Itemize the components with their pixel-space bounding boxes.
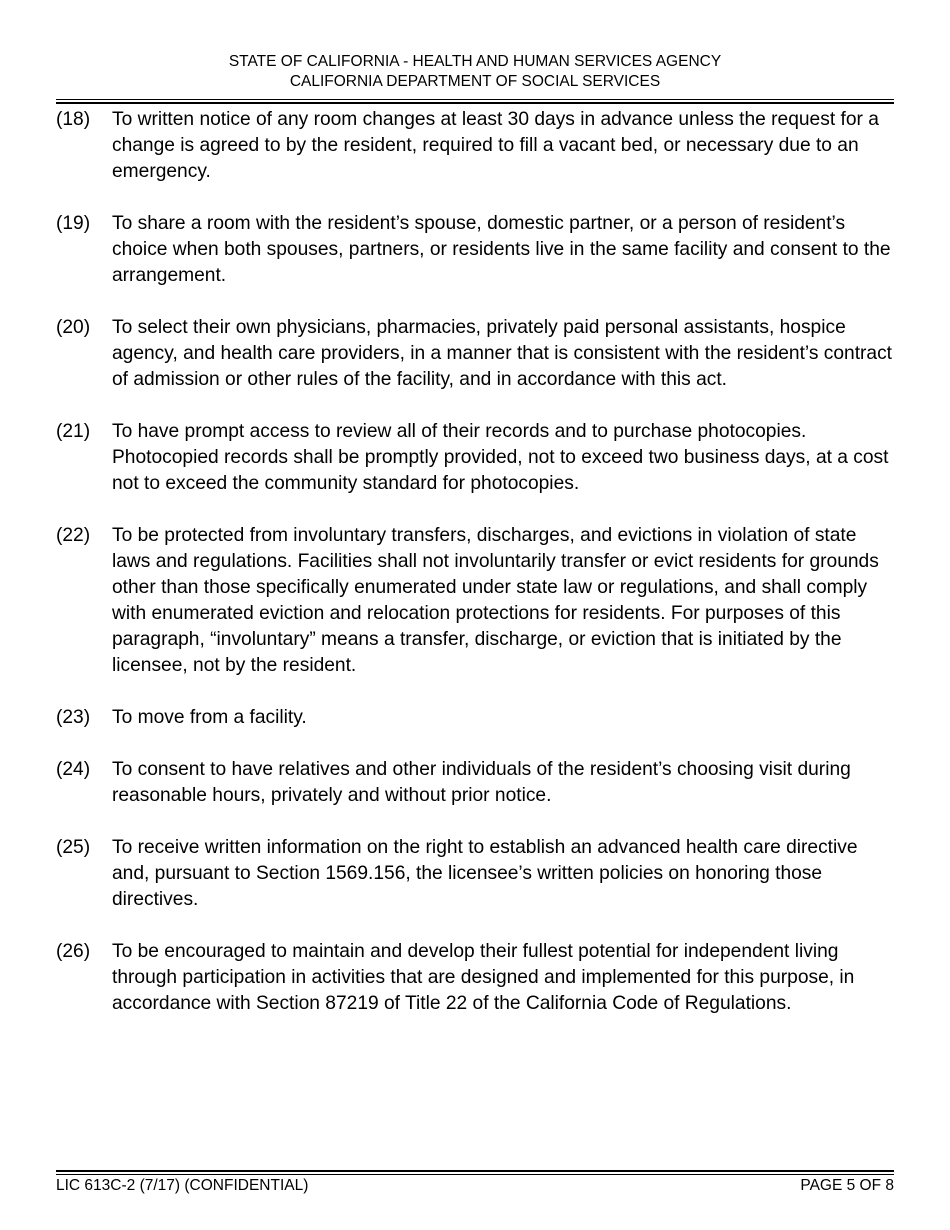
item-number: (18) (56, 109, 91, 130)
list-item (56, 419, 896, 497)
item-number: (24) (56, 759, 91, 780)
form-id: LIC 613C-2 (7/17) (CONFIDENTIAL) (56, 1177, 309, 1194)
item-text: To select their own physicians, pharmacies, privately paid personal assistants, hospice agency, and health care providers, in a manner that is consistent with the resident’s contract of admission or other rules of the facility, and in accordance with this act. (112, 317, 893, 390)
item-text: To be protected from involuntary transfers, discharges, and evictions in violation of state laws and regulations. Facilities shall not involuntarily transfer or evict residents for grounds other than those specifically enumerated under state law or regulations, and shall comply with enumerated eviction and relocation protections for residents. For purposes of this paragraph, “involuntary” means a transfer, discharge, or eviction that is initiated by the licensee, not by the resident. (112, 525, 879, 676)
item-number: (22) (56, 525, 91, 546)
item-number: (19) (56, 213, 91, 234)
list-item (56, 523, 896, 679)
item-number: (26) (56, 941, 91, 962)
item-number: (23) (56, 707, 91, 728)
header-department: CALIFORNIA DEPARTMENT OF SOCIAL SERVICES (289, 73, 661, 90)
item-text: To be encouraged to maintain and develop their fullest potential for independent living through participation in activities that are designed and implemented for this purpose, in accordance with Section 87219 of Title 22 of the California Code of Regulations. (112, 941, 855, 1014)
list-item (56, 107, 896, 185)
item-text: To move from a facility. (112, 707, 307, 728)
footer-rule-thick (56, 1170, 894, 1172)
header-agency: STATE OF CALIFORNIA - HEALTH AND HUMAN SERVICES AGENCY (228, 53, 722, 70)
item-number: (25) (56, 837, 91, 858)
rights-list (56, 107, 896, 1043)
header-rule-thick (56, 102, 894, 104)
list-item (56, 939, 896, 1017)
item-text: To written notice of any room changes at least 30 days in advance unless the request for a change is agreed to by the resident, required to fill a vacant bed, or necessary due to an emergency. (112, 109, 879, 182)
list-item (56, 211, 896, 289)
item-text: To consent to have relatives and other individuals of the resident’s choosing visit during reasonable hours, privately and without prior notice. (112, 759, 851, 806)
item-text: To share a room with the resident’s spouse, domestic partner, or a person of resident’s choice when both spouses, partners, or residents live in the same facility and consent to the arrangement. (112, 213, 891, 286)
page-number: PAGE 5 OF 8 (800, 1177, 894, 1194)
document-header (56, 52, 894, 92)
item-text: To receive written information on the right to establish an advanced health care directive and, pursuant to Section 1569.156, the licensee’s written policies on honoring those directives. (112, 837, 858, 910)
item-number: (21) (56, 421, 91, 442)
item-number: (20) (56, 317, 91, 338)
item-text: To have prompt access to review all of their records and to purchase photocopies. Photocopied records shall be promptly provided, not to exceed two business days, at a cost not to exceed the community standard for photocopies. (112, 421, 889, 494)
list-item (56, 757, 896, 809)
header-rule-thin (56, 99, 894, 100)
list-item (56, 835, 896, 913)
footer-rule-thin (56, 1174, 894, 1175)
list-item (56, 315, 896, 393)
list-item (56, 705, 896, 731)
